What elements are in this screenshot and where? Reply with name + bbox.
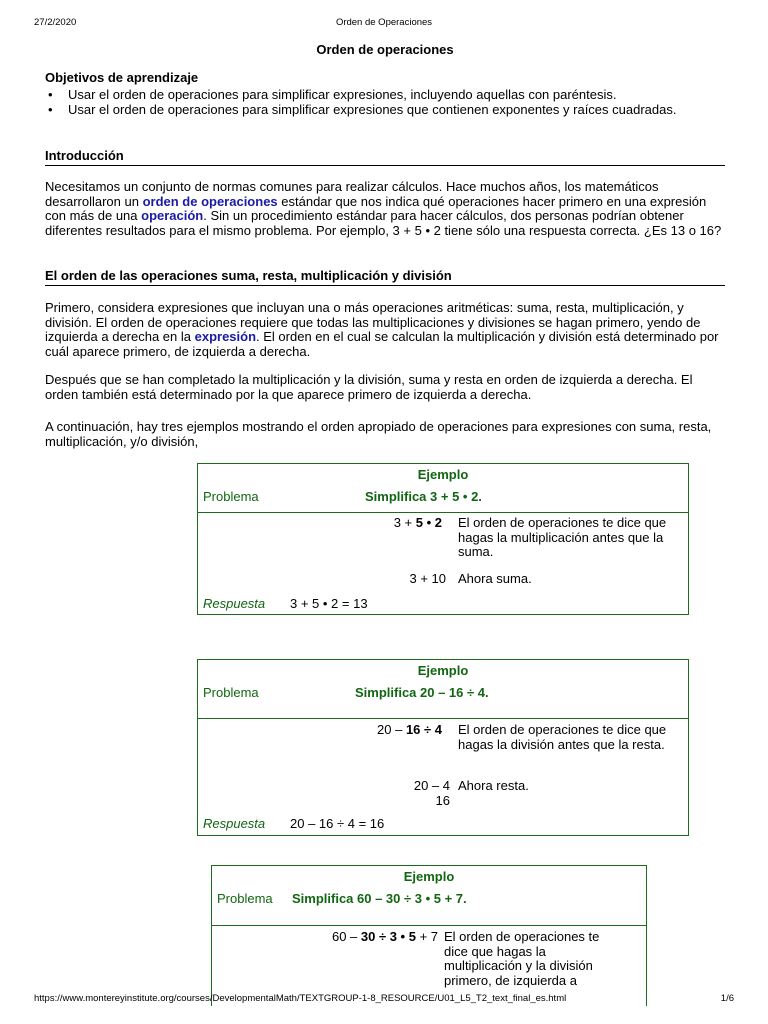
problem-label: Problema bbox=[203, 685, 259, 700]
example-box-1 bbox=[197, 463, 689, 615]
answer-label: Respuesta bbox=[203, 596, 266, 611]
example-divider bbox=[212, 925, 646, 926]
list-item: • Usar el orden de operaciones para simplificar expresiones, incluyendo aquellas con paréntesis. bbox=[48, 87, 617, 102]
glossary-link-orden-de-operaciones[interactable]: orden de operaciones bbox=[142, 193, 278, 209]
step-explanation: El orden de operaciones te dice que hagas la multiplicación antes que la suma. bbox=[458, 515, 667, 559]
intro-paragraph: Necesitamos un conjunto de normas comunes para realizar cálculos. Hace muchos años, los matemáticos desarrollaron un orden de operaciones estándar que nos indica qué operaciones hacer primero en una expresión con más de una operación. Sin un procedimiento estándar para hacer cálculos, dos personas podrían obtener diferentes resultados para el mismo problema. Por ejemplo, 3 + 5 • 2 tiene sólo una respuesta correcta. ¿Es 13 o 16? bbox=[45, 179, 722, 238]
page-title: Orden de operaciones bbox=[316, 42, 454, 57]
example-divider bbox=[198, 718, 688, 719]
step-explanation: Ahora suma. bbox=[458, 571, 532, 586]
print-footer-url: https://www.montereyinstitute.org/courses/DevelopmentalMath/TEXTGROUP-1-8_RESOURCE/U01_L5_T2_text_final_es.html bbox=[34, 993, 567, 1004]
example-heading: Ejemplo bbox=[417, 467, 469, 482]
problem-text: Simplifica 20 – 16 ÷ 4. bbox=[355, 685, 489, 700]
example-heading: Ejemplo bbox=[417, 663, 469, 678]
print-page-number: 1/6 bbox=[720, 993, 734, 1004]
step-expression: 20 – 16 ÷ 4 bbox=[377, 722, 442, 737]
answer-label: Respuesta bbox=[203, 816, 266, 831]
example-box-2 bbox=[197, 659, 689, 836]
bullet-icon: • bbox=[48, 102, 53, 117]
step-explanation: El orden de operaciones te dice que hagas la multiplicación y la división primero, de izquierda a bbox=[444, 929, 600, 988]
section-paragraph-2: Después que se han completado la multiplicación y la división, suma y resta en orden de izquierda a derecha. El orden también está determinado por la que aparece primero de izquierda a derecha. bbox=[45, 372, 693, 402]
example-heading: Ejemplo bbox=[403, 869, 455, 884]
problem-label: Problema bbox=[217, 891, 273, 906]
problem-text: Simplifica 60 – 30 ÷ 3 • 5 + 7. bbox=[292, 891, 467, 906]
problem-text: Simplifica 3 + 5 • 2. bbox=[365, 489, 482, 504]
example-box-3 bbox=[211, 865, 647, 1006]
print-page-title: Orden de Operaciones bbox=[335, 17, 433, 28]
print-date: 27/2/2020 bbox=[34, 17, 77, 28]
glossary-link-expresion[interactable]: expresión bbox=[194, 329, 257, 344]
step-expression: 3 + 10 bbox=[409, 571, 446, 586]
section-paragraph-3: A continuación, hay tres ejemplos mostrando el orden apropiado de operaciones para expresiones con suma, resta, multiplicación, y/o división, bbox=[45, 419, 712, 449]
intro-heading: Introducción bbox=[45, 148, 725, 166]
example-divider bbox=[198, 512, 688, 513]
bullet-icon: • bbox=[48, 87, 53, 102]
answer-text: 20 – 16 ÷ 4 = 16 bbox=[290, 816, 385, 831]
step-expression: 20 – 4 16 bbox=[413, 778, 450, 808]
section-heading-order: El orden de las operaciones suma, resta, multiplicación y división bbox=[45, 268, 725, 286]
glossary-link-operacion[interactable]: operación bbox=[141, 208, 204, 223]
objectives-list bbox=[45, 87, 725, 117]
objectives-heading: Objetivos de aprendizaje bbox=[45, 70, 199, 85]
step-expression: 60 – 30 ÷ 3 • 5 + 7 bbox=[331, 929, 438, 944]
section-paragraph-1: Primero, considera expresiones que incluyan una o más operaciones aritméticas: suma, resta, multiplicación, y división. El orden de operaciones requiere que todas las multiplicaciones y divisiones se hagan primero, yendo de izquierda a derecha en la expresión. El orden en el cual se calculan la multiplicación y división está determinado por cuál aparece primero, de izquierda a derecha. bbox=[45, 300, 719, 359]
list-item: • Usar el orden de operaciones para simplificar expresiones que contienen exponentes y raíces cuadradas. bbox=[48, 102, 677, 117]
step-expression: 3 + 5 • 2 bbox=[393, 515, 442, 530]
problem-label: Problema bbox=[203, 489, 259, 504]
step-explanation: El orden de operaciones te dice que hagas la división antes que la resta. bbox=[458, 722, 667, 752]
step-explanation: Ahora resta. bbox=[458, 778, 529, 793]
answer-text: 3 + 5 • 2 = 13 bbox=[290, 596, 368, 611]
